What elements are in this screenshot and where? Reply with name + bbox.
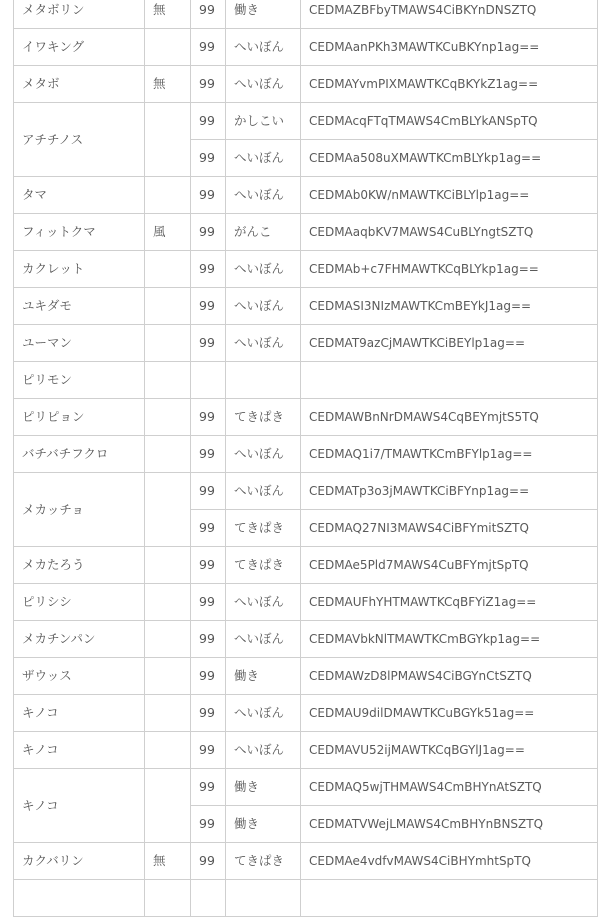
password-code-cell: CEDMAb+c7FHMAWTKCqBLYkp1ag== <box>301 251 598 288</box>
personality-cell: かしこい <box>226 103 301 140</box>
personality-cell: へいぼん <box>226 66 301 103</box>
password-code-cell: CEDMAe4vdfvMAWS4CiBHYmhtSpTQ <box>301 843 598 880</box>
level-cell: 99 <box>191 658 226 695</box>
personality-cell: へいぼん <box>226 584 301 621</box>
personality-cell: へいぼん <box>226 621 301 658</box>
monster-name-cell <box>14 880 145 917</box>
attribute-cell <box>145 103 191 177</box>
password-code-cell: CEDMAb0KW/nMAWTKCiBLYlp1ag== <box>301 177 598 214</box>
personality-cell: へいぼん <box>226 29 301 66</box>
personality-cell <box>226 880 301 917</box>
level-cell: 99 <box>191 66 226 103</box>
attribute-cell: 無 <box>145 0 191 29</box>
level-cell: 99 <box>191 584 226 621</box>
password-code-cell: CEDMAa508uXMAWTKCmBLYkp1ag== <box>301 140 598 177</box>
password-code-cell: CEDMAT9azCjMAWTKCiBEYlp1ag== <box>301 325 598 362</box>
password-code-cell: CEDMAQ5wjTHMAWS4CmBHYnAtSZTQ <box>301 769 598 806</box>
password-code-cell: CEDMAVbkNlTMAWTKCmBGYkp1ag== <box>301 621 598 658</box>
monster-name-cell: キノコ <box>14 732 145 769</box>
personality-cell: 働き <box>226 658 301 695</box>
personality-cell: 働き <box>226 769 301 806</box>
password-code-cell: CEDMAU9dilDMAWTKCuBGYk51ag== <box>301 695 598 732</box>
table-row <box>14 621 598 658</box>
personality-cell: てきぱき <box>226 843 301 880</box>
level-cell: 99 <box>191 806 226 843</box>
attribute-cell <box>145 621 191 658</box>
password-code-cell: CEDMAUFhYHTMAWTKCqBFYiZ1ag== <box>301 584 598 621</box>
table-row <box>14 251 598 288</box>
attribute-cell <box>145 473 191 547</box>
monster-name-cell: タマ <box>14 177 145 214</box>
monster-name-cell: イワキング <box>14 29 145 66</box>
attribute-cell <box>145 880 191 917</box>
password-code-cell: CEDMASI3NIzMAWTKCmBEYkJ1ag== <box>301 288 598 325</box>
attribute-cell <box>145 436 191 473</box>
attribute-cell <box>145 29 191 66</box>
personality-cell: へいぼん <box>226 325 301 362</box>
password-code-cell: CEDMAVU52ijMAWTKCqBGYlJ1ag== <box>301 732 598 769</box>
password-code-cell: CEDMAYvmPIXMAWTKCqBKYkZ1ag== <box>301 66 598 103</box>
monster-name-cell: ユキダモ <box>14 288 145 325</box>
table-row <box>14 29 598 66</box>
level-cell: 99 <box>191 325 226 362</box>
attribute-cell: 無 <box>145 843 191 880</box>
level-cell: 99 <box>191 140 226 177</box>
personality-cell: へいぼん <box>226 288 301 325</box>
level-cell: 99 <box>191 695 226 732</box>
level-cell: 99 <box>191 436 226 473</box>
level-cell <box>191 880 226 917</box>
password-code-cell: CEDMAWBnNrDMAWS4CqBEYmjtS5TQ <box>301 399 598 436</box>
personality-cell: 働き <box>226 806 301 843</box>
attribute-cell <box>145 288 191 325</box>
table-row <box>14 177 598 214</box>
attribute-cell <box>145 732 191 769</box>
table-row <box>14 695 598 732</box>
password-table <box>13 0 598 917</box>
monster-name-cell: ザウッス <box>14 658 145 695</box>
monster-name-cell: キノコ <box>14 769 145 843</box>
table-row <box>14 362 598 399</box>
personality-cell: へいぼん <box>226 140 301 177</box>
attribute-cell <box>145 658 191 695</box>
table-row <box>14 843 598 880</box>
table-row <box>14 288 598 325</box>
personality-cell: がんこ <box>226 214 301 251</box>
monster-name-cell: カクレット <box>14 251 145 288</box>
level-cell: 99 <box>191 769 226 806</box>
level-cell: 99 <box>191 547 226 584</box>
level-cell: 99 <box>191 288 226 325</box>
personality-cell: てきぱき <box>226 510 301 547</box>
level-cell: 99 <box>191 29 226 66</box>
password-code-cell: CEDMAQ1i7/TMAWTKCmBFYlp1ag== <box>301 436 598 473</box>
table-row <box>14 399 598 436</box>
personality-cell: てきぱき <box>226 547 301 584</box>
attribute-cell <box>145 584 191 621</box>
table-row <box>14 880 598 917</box>
table-row <box>14 473 598 510</box>
level-cell: 99 <box>191 621 226 658</box>
monster-name-cell: カクバリン <box>14 843 145 880</box>
personality-cell: へいぼん <box>226 436 301 473</box>
password-code-cell <box>301 362 598 399</box>
monster-name-cell: メタボリン <box>14 0 145 29</box>
monster-name-cell: ピリピョン <box>14 399 145 436</box>
monster-name-cell: ピリモン <box>14 362 145 399</box>
password-code-cell: CEDMAQ27NI3MAWS4CiBFYmitSZTQ <box>301 510 598 547</box>
password-code-cell: CEDMATVWejLMAWS4CmBHYnBNSZTQ <box>301 806 598 843</box>
table-row <box>14 732 598 769</box>
password-code-cell: CEDMAZBFbyTMAWS4CiBKYnDNSZTQ <box>301 0 598 29</box>
password-code-cell: CEDMAWzD8lPMAWS4CiBGYnCtSZTQ <box>301 658 598 695</box>
level-cell: 99 <box>191 843 226 880</box>
level-cell: 99 <box>191 399 226 436</box>
table-row <box>14 658 598 695</box>
monster-name-cell: メタボ <box>14 66 145 103</box>
level-cell <box>191 362 226 399</box>
attribute-cell <box>145 177 191 214</box>
monster-name-cell: メカッチョ <box>14 473 145 547</box>
table-row <box>14 103 598 140</box>
personality-cell: へいぼん <box>226 251 301 288</box>
table-row <box>14 0 598 29</box>
table-row <box>14 547 598 584</box>
monster-name-cell: フィットクマ <box>14 214 145 251</box>
monster-name-cell: ピリシシ <box>14 584 145 621</box>
table-row <box>14 66 598 103</box>
attribute-cell: 無 <box>145 66 191 103</box>
personality-cell: 働き <box>226 0 301 29</box>
personality-cell: へいぼん <box>226 177 301 214</box>
table-row <box>14 325 598 362</box>
level-cell: 99 <box>191 0 226 29</box>
attribute-cell <box>145 547 191 584</box>
password-table-body <box>14 0 598 917</box>
attribute-cell <box>145 362 191 399</box>
personality-cell: てきぱき <box>226 399 301 436</box>
level-cell: 99 <box>191 732 226 769</box>
password-code-cell: CEDMATp3o3jMAWTKCiBFYnp1ag== <box>301 473 598 510</box>
level-cell: 99 <box>191 177 226 214</box>
level-cell: 99 <box>191 103 226 140</box>
password-code-cell: CEDMAaqbKV7MAWS4CuBLYngtSZTQ <box>301 214 598 251</box>
personality-cell <box>226 362 301 399</box>
password-code-cell <box>301 880 598 917</box>
attribute-cell <box>145 769 191 843</box>
table-row <box>14 769 598 806</box>
attribute-cell <box>145 695 191 732</box>
password-code-cell: CEDMAanPKh3MAWTKCuBKYnp1ag== <box>301 29 598 66</box>
monster-name-cell: キノコ <box>14 695 145 732</box>
level-cell: 99 <box>191 214 226 251</box>
table-row <box>14 584 598 621</box>
attribute-cell <box>145 399 191 436</box>
monster-name-cell: アチチノス <box>14 103 145 177</box>
level-cell: 99 <box>191 473 226 510</box>
personality-cell: へいぼん <box>226 473 301 510</box>
password-code-cell: CEDMAcqFTqTMAWS4CmBLYkANSpTQ <box>301 103 598 140</box>
password-code-cell: CEDMAe5Pld7MAWS4CuBFYmjtSpTQ <box>301 547 598 584</box>
personality-cell: へいぼん <box>226 732 301 769</box>
level-cell: 99 <box>191 251 226 288</box>
attribute-cell: 風 <box>145 214 191 251</box>
level-cell: 99 <box>191 510 226 547</box>
monster-name-cell: メカチンパン <box>14 621 145 658</box>
monster-name-cell: ユーマン <box>14 325 145 362</box>
table-row <box>14 436 598 473</box>
attribute-cell <box>145 325 191 362</box>
monster-name-cell: メカたろう <box>14 547 145 584</box>
monster-name-cell: バチバチフクロ <box>14 436 145 473</box>
table-row <box>14 214 598 251</box>
personality-cell: へいぼん <box>226 695 301 732</box>
attribute-cell <box>145 251 191 288</box>
